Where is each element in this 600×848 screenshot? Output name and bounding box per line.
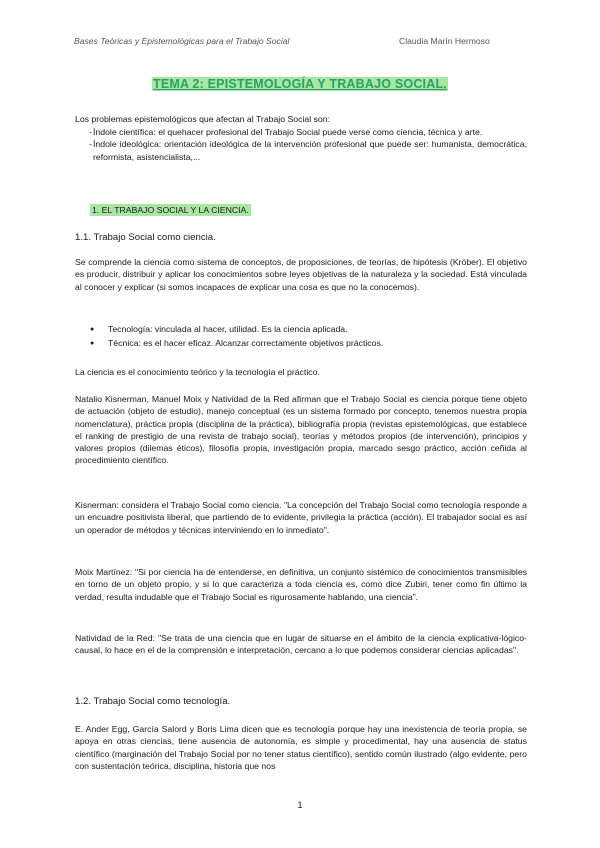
paragraph: Se comprende la ciencia como sistema de conceptos, de proposiciones, de teorías, de hipótesis (Kröber). El objetivo es producir, distribuir y aplicar los conocimientos sobre leyes objetivas de la naturaleza y la sociedad. Está vinculada al conocer y explicar (si somos incapaces de explicar una cosa es que no la conocemos). bbox=[75, 257, 527, 292]
page-title bbox=[0, 77, 600, 91]
paragraph: E. Ander Egg, García Salord y Boris Lima dicen que es tecnología porque hay una inexistencia de teoría propia, se apoya en otras ciencias, tiene ausencia de autonomía, es simple y procedimental, hay una ausencia de status científico (marginación del Trabajo Social por no tener status científico), sentido común ilustrado (algo evidente, pero con sustentación teórica, disciplina, historia que nos bbox=[75, 724, 527, 771]
intro-paragraph: Los problemas epistemológicos que afectan al Trabajo Social son: bbox=[75, 114, 330, 124]
bullet-list bbox=[88, 323, 528, 350]
paragraph: Kisnerman: considera el Trabajo Social como ciencia. "La concepción del Trabajo Social como tecnología responde a un encuadre positivista liberal, que partiendo de lo evidente, privilegia la práctica (acción). El trabajador social es así un operador de métodos y técnicas interviniendo en lo inmediato". bbox=[75, 500, 527, 535]
paragraph: Natividad de la Red: "Se trata de una ciencia que en lugar de situarse en el ámbito de la ciencia explicativa-lógico-causal, lo hace en el de la comprensión e interpretación, cercano a lo que podemos considerar ciencias aplicadas". bbox=[75, 633, 527, 656]
list-item bbox=[75, 138, 527, 163]
list-item bbox=[88, 323, 528, 337]
paragraph: Natalio Kisnerman, Manuel Moix y Natividad de la Red afirman que el Trabajo Social es ciencia porque tiene objeto de actuación (objeto de estudio), manejo conceptual (es un sistema formado por concepto, tenemos nuestra propia nomenclatura), práctica propia (disciplina de la práctica), bibliografía propia (revistas epistemológicas, que establece el ranking de prestigio de una revista de trabajo social), teorías y métodos propios (de intervención), principios y valores propios (dilemas éticos), filosofía propia, investigación propia, marcado sesgo práctico, acción ceñida al procedimiento científico. bbox=[75, 394, 527, 466]
paragraph: La ciencia es el conocimiento teórico y la tecnología el práctico. bbox=[75, 367, 320, 377]
subheading-1-1: 1.1. Trabajo Social como ciencia. bbox=[75, 232, 216, 243]
paragraph: Moix Martínez: "Si por ciencia ha de entenderse, en definitiva, un conjunto sistémico de conocimientos transmisibles en torno de un objeto propio, y si lo que caracteriza a toda ciencia es, como dice Zubiri, tener como fin último la verdad, resulta indudable que el Trabajo Social es rigurosamente hablando, una ciencia". bbox=[75, 567, 527, 602]
header-author: Claudia Marín Hermoso bbox=[399, 36, 490, 46]
header-course-title: Bases Teóricas y Epistemológicas para el Trabajo Social bbox=[74, 36, 290, 46]
page-title-text: TEMA 2: EPISTEMOLOGÍA Y TRABAJO SOCIAL. bbox=[153, 77, 447, 91]
list-item-text: Índole científica: el quehacer profesional del Trabajo Social puede verse como ciencia, técnica y arte. bbox=[93, 127, 483, 137]
page-number: 1 bbox=[297, 800, 303, 810]
list-item bbox=[75, 126, 527, 138]
list-item-text: Tecnología: vinculada al hacer, utilidad. Es la ciencia aplicada. bbox=[108, 324, 348, 334]
section-heading-text: 1. EL TRABAJO SOCIAL Y LA CIENCIA. bbox=[92, 205, 249, 215]
list-item-text: Índole ideológica: orientación ideológica de la intervención profesional que puede ser: humanista, democrática, reformista, asistencialista,... bbox=[93, 139, 527, 162]
list-item-text: Técnica: es el hacer eficaz. Alcanzar correctamente objetivos prácticos. bbox=[108, 337, 384, 348]
list-item bbox=[88, 337, 528, 351]
problems-list bbox=[75, 126, 527, 163]
subheading-1-2: 1.2. Trabajo Social como tecnología. bbox=[75, 696, 231, 707]
section-heading-1 bbox=[90, 205, 251, 215]
